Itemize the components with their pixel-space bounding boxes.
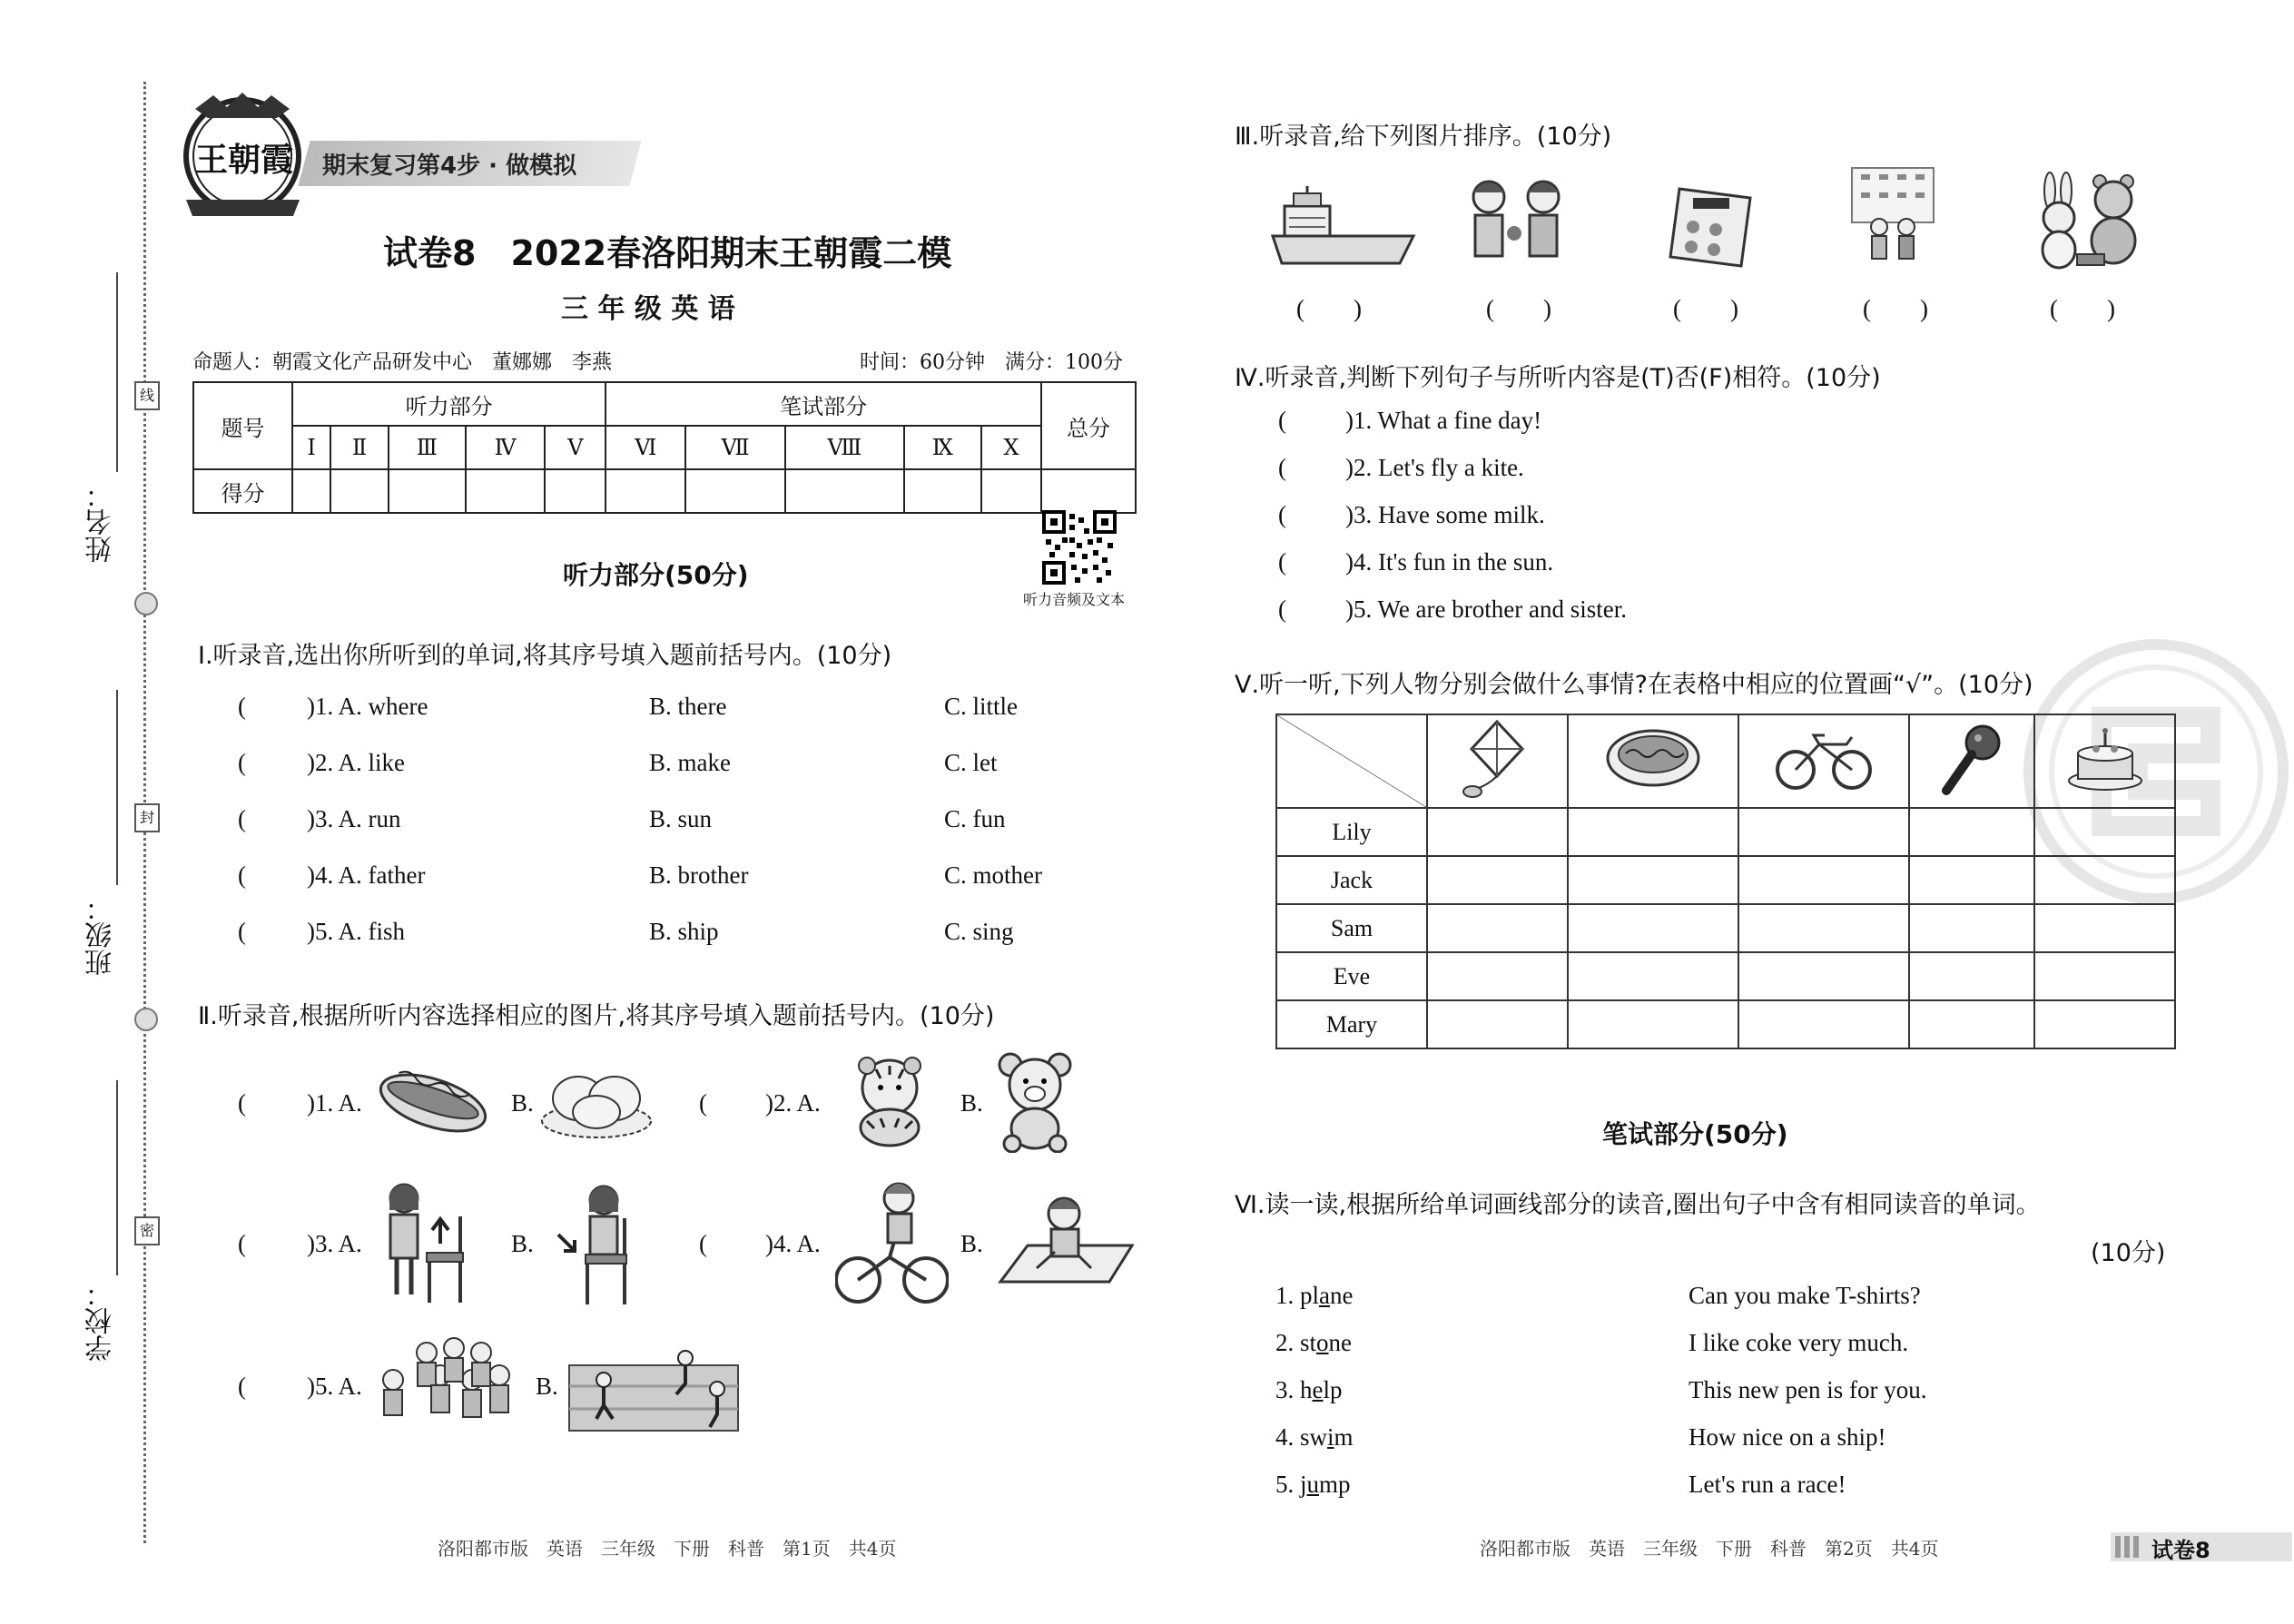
q4-item: )5. We are brother and sister. [1345,595,1627,623]
q1-option-a: )5. A. fish [307,918,405,945]
bike-icon [1774,724,1874,792]
q5-check-cell[interactable] [1738,808,1909,856]
q4-item: )3. Have some milk. [1345,501,1545,528]
name-blank [116,272,118,472]
q1-option-c: C. let [944,749,998,776]
q4-item: )4. It's fun in the sun. [1345,548,1554,576]
paper-subtitle: 三 年 级 英 语 [561,293,735,325]
score-col: Ⅲ [389,426,466,469]
q6-sentence[interactable]: Can you make T-shirts? [1689,1282,1921,1309]
noodles-bowl-icon [1603,722,1703,794]
tiger-icon [840,1053,940,1152]
q1-option-a: )4. A. father [307,861,426,889]
score-col: Ⅷ [785,426,904,469]
rabbit-bear-icon [2032,168,2141,276]
girl-stand-up-icon [377,1180,468,1311]
qr-caption: 听力音频及文本 [1023,591,1126,608]
q5-check-cell[interactable] [1427,856,1568,904]
girl-sit-down-icon [540,1180,640,1311]
q1-option-c: C. sing [944,918,1014,945]
score-cell[interactable] [330,469,389,513]
seal-mark-seal: 封 [134,803,160,832]
q1-option-b: B. brother [649,861,749,889]
q4-item: )1. What a fine day! [1345,407,1542,434]
q1-option-c: C. little [944,693,1018,720]
score-cell[interactable] [685,469,785,513]
name-label: 姓名： [85,481,117,563]
answer-paren[interactable]: ( ) [1863,295,1928,322]
paper-title: 试卷8 2022春洛阳期末王朝霞二模 [383,233,952,273]
answer-paren[interactable]: ( [1278,595,1286,623]
kite-icon [1456,717,1538,799]
q1-option-a: )1. A. where [307,693,428,720]
qr-code-icon[interactable] [1042,510,1117,585]
score-header-num: 题号 [193,382,292,469]
kids-at-building-icon [1843,163,1943,276]
q6-sentence[interactable]: How nice on a ship! [1689,1423,1886,1451]
score-cell[interactable] [605,469,685,513]
q2-label: B. [511,1089,534,1117]
menu-book-icon [1666,182,1757,271]
score-header-writing: 笔试部分 [605,382,1041,426]
q5-grid-table [1275,714,2176,1049]
answer-paren[interactable]: ( [238,1230,246,1257]
answer-paren[interactable]: ( ) [2050,295,2115,322]
q5-check-cell[interactable] [1909,856,2034,904]
score-col: Ⅱ [330,426,389,469]
cake-icon [2064,722,2146,794]
q1-option-a: )3. A. run [307,805,401,832]
q6-sentence[interactable]: This new pen is for you. [1689,1376,1927,1403]
q5-check-cell[interactable] [2034,856,2175,904]
class-label: 班级： [85,894,117,976]
q6-word: 4. swim [1275,1423,1354,1451]
q6-sentence[interactable]: I like coke very much. [1689,1329,1909,1356]
score-cell[interactable] [389,469,466,513]
answer-paren[interactable]: ( [238,1089,246,1117]
ribbon-text: 期末复习第4步 · 做模拟 [322,153,577,180]
page-tag: 试卷8 [2151,1538,2210,1563]
school-label: 学校： [85,1280,117,1362]
q6-points: (10分) [2091,1239,2166,1267]
q5-check-cell[interactable] [1568,952,1738,1000]
q5-check-cell[interactable] [1568,808,1738,856]
answer-paren[interactable]: ( [1278,454,1286,481]
answer-paren[interactable]: ( [1278,501,1286,528]
q5-name: Eve [1276,952,1427,1000]
q4-item: )2. Let's fly a kite. [1345,454,1524,481]
answer-paren[interactable]: ( [238,749,246,776]
page-tag-decoration [2115,1536,2142,1558]
answer-paren[interactable]: ( ) [1296,295,1362,322]
q5-check-cell[interactable] [1427,1000,1568,1048]
q5-check-cell[interactable] [2034,808,2175,856]
score-header-total: 总分 [1041,382,1136,469]
score-col: Ⅶ [685,426,785,469]
class-blank [116,690,118,885]
q5-check-cell[interactable] [1427,952,1568,1000]
score-cell[interactable] [1041,469,1136,513]
q2-label: )5. A. [307,1373,362,1400]
q1-option-b: B. ship [649,918,719,945]
two-girls-icon [1462,177,1570,276]
score-row-label: 得分 [193,469,292,513]
brand-name: 王朝霞 [195,142,294,179]
q2-label: B. [511,1230,534,1257]
boy-drawing-icon [991,1191,1137,1299]
answer-paren[interactable]: ( [238,918,246,945]
q1-option-c: C. fun [944,805,1006,832]
school-blank [116,1080,118,1275]
answer-paren[interactable]: ( [238,861,246,889]
score-cell[interactable] [785,469,904,513]
score-col: Ⅰ [292,426,330,469]
answer-paren[interactable]: ( [238,693,246,720]
q5-check-cell[interactable] [1738,952,1909,1000]
q5-name: Sam [1276,904,1427,952]
score-cell[interactable] [545,469,605,513]
microphone-icon [1935,720,2008,797]
hotdog-icon [374,1053,492,1147]
q5-grid-corner [1276,714,1427,808]
q1-option-a: )2. A. like [307,749,405,776]
score-header-listening: 听力部分 [292,382,605,426]
q5-name: Mary [1276,1000,1427,1048]
seal-mark-line: 线 [134,381,160,410]
footer-left: 洛阳都市版 英语 三年级 下册 科普 第1页 共4页 [438,1538,897,1560]
q5-grid-header [1568,714,1738,808]
q1-option-b: B. sun [649,805,713,832]
q5-grid-header [1909,714,2034,808]
q5-name: Lily [1276,808,1427,856]
answer-paren[interactable]: ( [1278,548,1286,576]
score-col: Ⅸ [904,426,981,469]
q1-title: Ⅰ.听录音,选出你所听到的单词,将其序号填入题前括号内。(10分) [198,642,892,670]
q2-label: )4. A. [765,1230,821,1257]
q6-word: 3. help [1275,1376,1343,1403]
q6-title: Ⅵ.读一读,根据所给单词画线部分的读音,圈出句子中含有相同读音的单词。 [1235,1191,2041,1219]
q6-word: 5. jump [1275,1471,1351,1498]
q5-check-cell[interactable] [1568,856,1738,904]
q2-label: B. [536,1373,558,1400]
q1-option-c: C. mother [944,861,1042,889]
ship-icon [1271,186,1416,271]
writing-heading: 笔试部分(50分) [1602,1119,1788,1149]
q5-name: Jack [1276,856,1427,904]
q1-option-b: B. there [649,693,727,720]
boy-riding-bike-icon [835,1176,949,1311]
q6-word: 2. stone [1275,1329,1352,1356]
q1-option-b: B. make [649,749,731,776]
score-table [192,381,1137,514]
answer-paren[interactable]: ( ) [1486,295,1551,322]
q5-title: Ⅴ.听一听,下列人物分别会做什么事情?在表格中相应的位置画“√”。(10分) [1235,671,2033,699]
q5-check-cell[interactable] [1909,808,2034,856]
q5-grid-header [2034,714,2175,808]
kids-playing-icon [377,1330,513,1438]
kids-racing-icon [567,1345,740,1440]
answer-paren[interactable]: ( [699,1230,707,1257]
seal-mark-secret: 密 [134,1216,160,1245]
q2-label: )2. A. [765,1089,821,1117]
q5-check-cell[interactable] [1738,1000,1909,1048]
q2-label: )3. A. [307,1230,362,1257]
q5-check-cell[interactable] [1427,808,1568,856]
q5-check-cell[interactable] [1427,904,1568,952]
teddy-bear-icon [994,1048,1076,1156]
q5-check-cell[interactable] [2034,952,2175,1000]
answer-paren[interactable]: ( [238,1373,246,1400]
q5-check-cell[interactable] [1738,904,1909,952]
answer-paren[interactable]: ( [699,1089,707,1117]
time-score-line: 时间：60分钟 满分：100分 [860,351,1123,374]
score-cell[interactable] [904,469,981,513]
q4-title: Ⅳ.听录音,判断下列句子与所听内容是(T)否(F)相符。(10分) [1235,364,1881,392]
binding-hole-icon [134,1008,158,1031]
score-col: Ⅳ [466,426,546,469]
q5-check-cell[interactable] [2034,1000,2175,1048]
q6-sentence[interactable]: Let's run a race! [1689,1471,1846,1498]
brand-logo [177,91,309,222]
q2-title: Ⅱ.听录音,根据所听内容选择相应的图片,将其序号填入题前括号内。(10分) [198,1002,995,1030]
score-cell[interactable] [292,469,330,513]
q5-grid-header [1427,714,1568,808]
score-cell[interactable] [466,469,546,513]
score-col: Ⅵ [605,426,685,469]
bread-icon [537,1058,655,1147]
q5-check-cell[interactable] [1909,952,2034,1000]
score-col: Ⅹ [981,426,1041,469]
q6-word: 1. plane [1275,1282,1354,1309]
listening-heading: 听力部分(50分) [563,560,749,590]
q2-label: B. [960,1089,983,1117]
q2-label: B. [960,1230,983,1257]
binding-hole-icon [134,592,158,615]
q5-check-cell[interactable] [1568,904,1738,952]
q5-grid-header [1738,714,1909,808]
answer-paren[interactable]: ( ) [1673,295,1738,322]
q3-title: Ⅲ.听录音,给下列图片排序。(10分) [1235,123,1612,151]
score-col: Ⅴ [545,426,605,469]
q5-check-cell[interactable] [2034,904,2175,952]
q5-check-cell[interactable] [1909,904,2034,952]
answer-paren[interactable]: ( [1278,407,1286,434]
q5-check-cell[interactable] [1568,1000,1738,1048]
q5-check-cell[interactable] [1909,1000,2034,1048]
score-cell[interactable] [981,469,1041,513]
q5-check-cell[interactable] [1738,856,1909,904]
footer-right: 洛阳都市版 英语 三年级 下册 科普 第2页 共4页 [1480,1538,1939,1560]
answer-paren[interactable]: ( [238,805,246,832]
q2-label: )1. A. [307,1089,362,1117]
authors-line: 命题人：朝霞文化产品研发中心 董娜娜 李燕 [192,351,613,374]
